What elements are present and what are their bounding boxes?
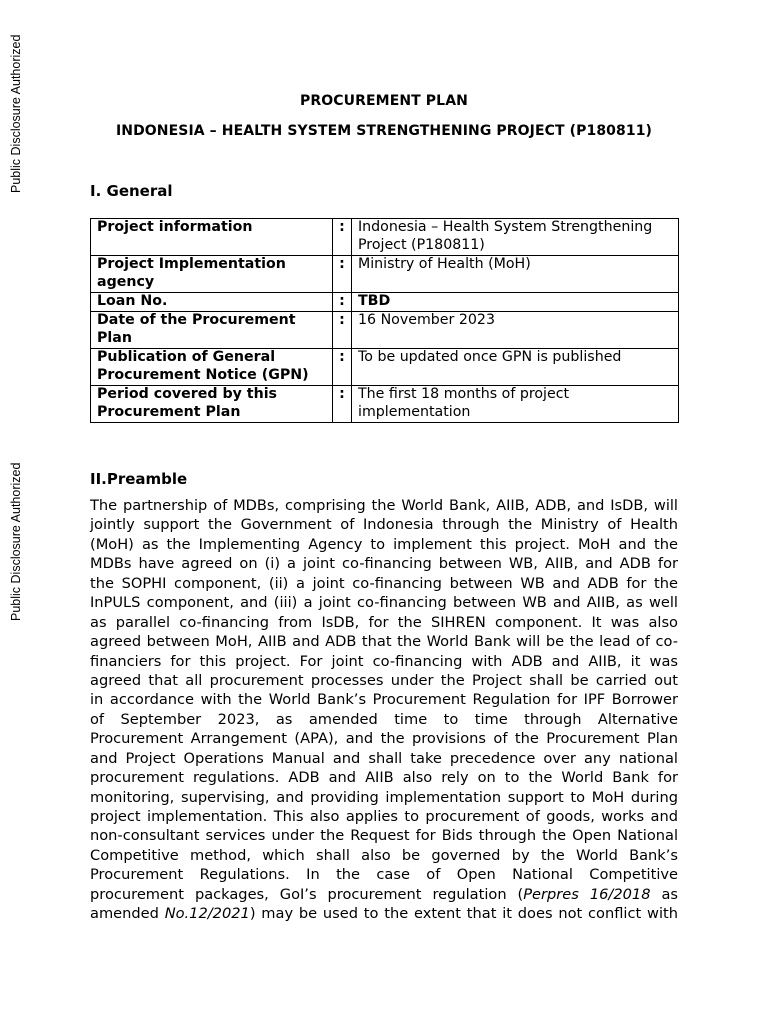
row-separator: : xyxy=(333,219,352,256)
line-text: as xyxy=(650,885,679,903)
paragraph-line: in accordance with the World Bank’s Procurement Regulation for IPF Borrower xyxy=(90,691,678,709)
paragraph-line: The partnership of MDBs, comprising the World Bank, AIIB, ADB, and IsDB, will xyxy=(90,497,678,514)
paragraph-line: agreed between MoH, AIIB and ADB that the World Bank will be the lead of co- xyxy=(90,633,678,651)
document-subtitle: INDONESIA – HEALTH SYSTEM STRENGTHENING PROJECT (P180811) xyxy=(115,123,653,139)
table-row xyxy=(91,386,679,423)
paragraph-line: of September 2023, as amended time to time through Alternative xyxy=(90,710,678,728)
row-value: Indonesia – Health System Strengthening Project (P180811) xyxy=(352,219,679,256)
row-separator: : xyxy=(333,312,352,349)
regulation-reference: No.12/2021 xyxy=(164,905,250,923)
row-label: Project information xyxy=(91,219,333,256)
paragraph-line: Competitive method, which shall also be governed by the World Bank’s xyxy=(90,846,678,864)
row-value: TBD xyxy=(352,293,679,312)
paragraph-line: the SOPHI component, (ii) a joint co-financing between WB and ADB for the xyxy=(90,574,678,592)
paragraph-line: and Project Operations Manual and shall take precedence over any national xyxy=(90,749,678,767)
row-separator: : xyxy=(333,293,352,312)
row-separator: : xyxy=(333,349,352,386)
row-label: Project Implementation agency xyxy=(91,256,333,293)
row-separator: : xyxy=(333,386,352,423)
paragraph-line: non-consultant services under the Request for Bids through the Open National xyxy=(90,827,678,845)
line-text: ) may be used to the extent that it does not conflict with xyxy=(249,905,678,923)
public-disclosure-label-middle: Public Disclosure Authorized xyxy=(9,462,23,621)
paragraph-line: monitoring, supervising, and providing implementation support to MoH during xyxy=(90,788,678,806)
section-heading-preamble: II.Preamble xyxy=(90,470,188,488)
paragraph-line: agreed that all procurement processes under the Project shall be carried out xyxy=(90,671,678,689)
table-row xyxy=(91,312,679,349)
public-disclosure-label-top: Public Disclosure Authorized xyxy=(9,34,23,193)
row-label: Loan No. xyxy=(91,293,333,312)
paragraph-line: Procurement Arrangement (APA), and the provisions of the Procurement Plan xyxy=(90,730,678,748)
paragraph-line: as parallel co-financing from IsDB, for the SIHREN component. It was also xyxy=(90,613,678,631)
table-row xyxy=(91,349,679,386)
table-row xyxy=(91,293,679,312)
table-row xyxy=(91,219,679,256)
table-row xyxy=(91,256,679,293)
paragraph-line: (MoH) as the Implementing Agency to implement this project. MoH and the xyxy=(90,535,678,553)
row-label: Date of the Procurement Plan xyxy=(91,312,333,349)
preamble-paragraph xyxy=(90,496,678,924)
paragraph-line: InPULS component, and (iii) a joint co-financing between WB and AIIB, as well xyxy=(90,594,678,612)
paragraph-line: jointly support the Government of Indonesia through the Ministry of Health xyxy=(90,516,678,534)
row-value: The first 18 months of project implementation xyxy=(352,386,679,423)
paragraph-line: Procurement Regulations. In the case of Open National Competitive xyxy=(90,866,678,884)
row-value: Ministry of Health (MoH) xyxy=(352,256,679,293)
row-value: To be updated once GPN is published xyxy=(352,349,679,386)
project-info-table xyxy=(90,218,679,423)
row-label: Period covered by this Procurement Plan xyxy=(91,386,333,423)
paragraph-line: procurement regulations. ADB and AIIB also rely on to the World Bank for xyxy=(90,769,678,787)
row-value: 16 November 2023 xyxy=(352,312,679,349)
paragraph-line: MDBs have agreed on (i) a joint co-financing between WB, AIIB, and ADB for xyxy=(90,555,678,573)
section-heading-general: I. General xyxy=(90,182,173,200)
line-text: amended xyxy=(90,905,165,923)
line-text: procurement packages, GoI’s procurement regulation ( xyxy=(90,885,524,903)
paragraph-line: financiers for this project. For joint co-financing with ADB and AIIB, it was xyxy=(90,652,678,670)
paragraph-line xyxy=(90,904,678,923)
paragraph-line: project implementation. This also applies to procurement of goods, works and xyxy=(90,808,678,825)
row-label: Publication of General Procurement Notice (GPN) xyxy=(91,349,333,386)
regulation-reference: Perpres 16/2018 xyxy=(523,885,651,903)
row-separator: : xyxy=(333,256,352,293)
document-title: PROCUREMENT PLAN xyxy=(300,93,468,109)
paragraph-line xyxy=(90,885,678,904)
